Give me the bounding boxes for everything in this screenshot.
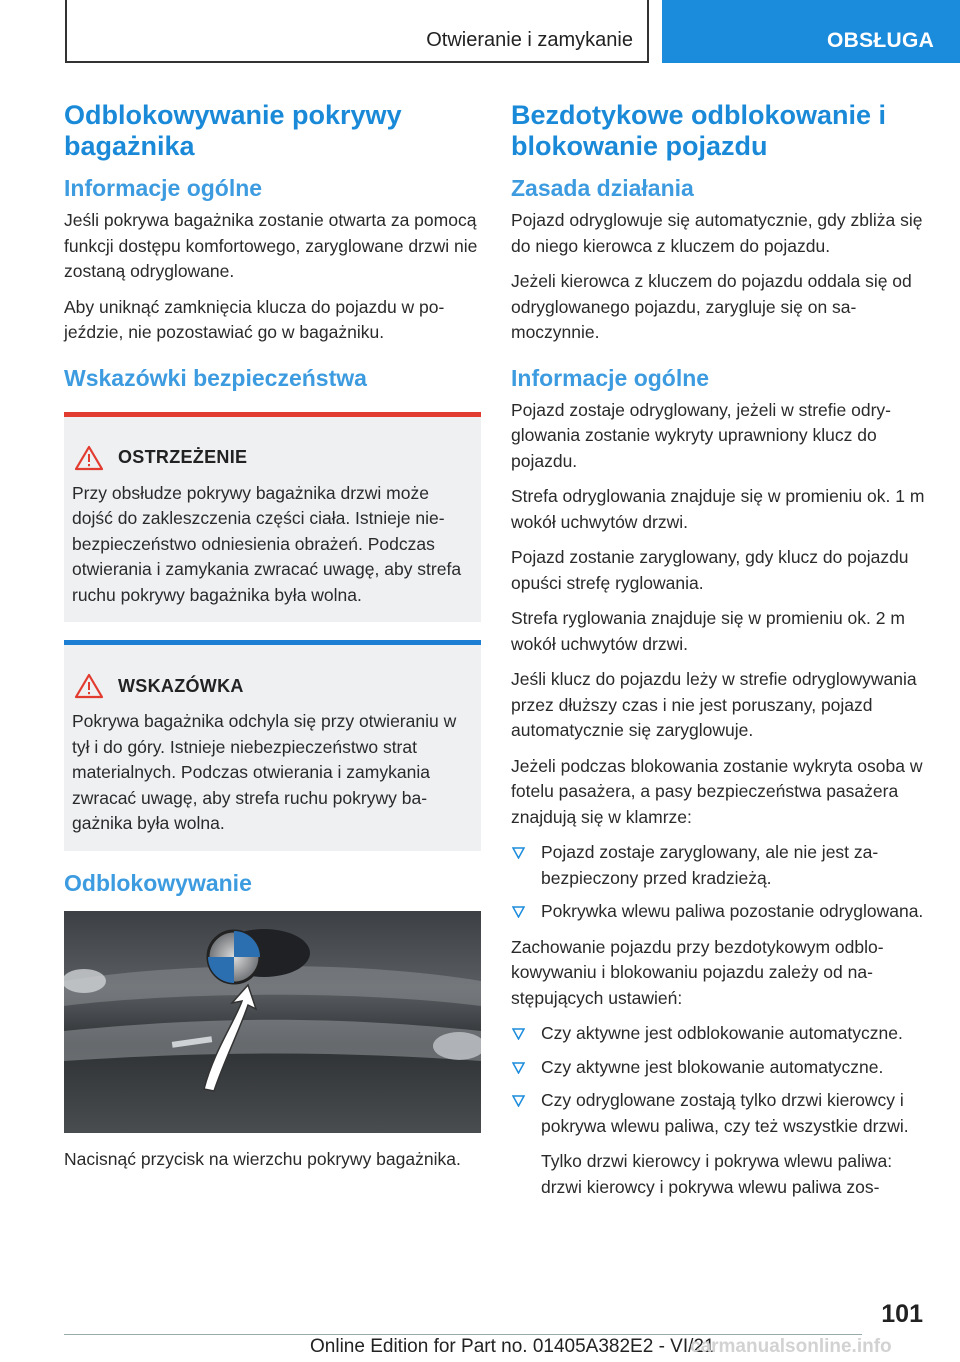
right-paragraph-3: Pojazd zostanie zaryglowany, gdy klucz do pojazdu opuści strefę ryglowania. — [511, 547, 909, 593]
general-info-heading: Informacje ogólne — [64, 175, 263, 201]
right-paragraph-4: Strefa ryglowania znajduje się w promieniu ok. 2 m wokół uchwytów drzwi. — [511, 608, 905, 654]
right-paragraph-1: Pojazd zostaje odryglowany, jeżeli w strefie odryglowania zostanie wykryty uprawniony klucz do pojazdu. — [511, 399, 891, 471]
general-paragraph-2: Aby uniknąć zamknięcia klucza do pojazdu w pojeździe, nie pozostawiać go w bagażniku. — [64, 296, 445, 342]
right-paragraph-7: Zachowanie pojazdu przy bezdotykowym odblokowywaniu i blokowaniu pojazdu zależy od następujących ustawień: — [511, 936, 884, 1008]
right-general-heading: Informacje ogólne — [511, 364, 710, 391]
warning-title: OSTRZEŻENIE — [118, 447, 248, 467]
general-paragraph-1: Jeśli pokrywa bagażnika zostanie otwarta za pomocą funkcji dostępu komfortowego, zaryglowane drzwi nie zostaną odryglowane. — [64, 210, 478, 281]
principle-heading: Zasada działania — [511, 175, 694, 201]
watermark-text: carmanualsonline.info — [690, 1336, 892, 1357]
list-item — [511, 1088, 927, 1139]
right-paragraph-5: Jeśli klucz do pojazdu leży w strefie odryglowywania przez dłuższy czas i nie jest poruszany, pojazd automatycznie się zaryglowuje. — [511, 669, 917, 740]
photo-caption: Nacisnąć przycisk na wierzchu pokrywy bagażnika. — [64, 1148, 461, 1169]
list-item-text: Czy aktywne jest blokowanie automatyczne. — [541, 1056, 884, 1077]
note-text: Pokrywa bagażnika odchyla się przy otwieraniu w tył i do góry. Istnieje niebezpieczeństwo strat materialnych. Podczas otwierania i zamykania zwracać uwagę, aby strefa ruchu pokrywy bagażnika była wolna. — [72, 711, 457, 833]
list-item — [511, 1055, 927, 1081]
principle-paragraph-2: Jeżeli kierowca z kluczem do pojazdu oddala się od odryglowanego pojazdu, zarygluje się on samoczynnie. — [511, 271, 912, 342]
triangle-bullet-icon — [512, 1062, 525, 1074]
list-item — [511, 1021, 927, 1047]
list-item-text: Pojazd zostaje zaryglowany, ale nie jest zabezpieczony przed kradzieżą. — [541, 842, 879, 888]
triangle-bullet-icon — [512, 1028, 525, 1040]
section-title: Otwieranie i zamykanie — [426, 29, 633, 51]
note-header — [72, 673, 471, 699]
trunk-button-photo — [64, 911, 481, 1133]
warning-triangle-icon — [74, 673, 104, 699]
right-paragraph-8: Tylko drzwi kierowcy i pokrywa wlewu paliwa: drzwi kierowcy i pokrywa wlewu paliwa zos- — [541, 1151, 893, 1197]
list-item-text: Czy aktywne jest odblokowanie automatyczne. — [541, 1023, 903, 1043]
list-item — [511, 899, 927, 925]
footer-divider — [64, 1334, 862, 1335]
edition-footer: Online Edition for Part no. 01405A382E2 - VI/21 — [310, 1336, 715, 1357]
safety-heading: Wskazówki bezpieczeństwa — [64, 364, 367, 391]
right-paragraph-2: Strefa odryglowania znajduje się w promieniu ok. 1 m wokół uchwytów drzwi. — [511, 486, 925, 532]
page-number: 101 — [881, 1300, 923, 1328]
note-title: WSKAZÓWKA — [118, 675, 244, 696]
triangle-bullet-icon — [512, 1095, 525, 1107]
note-box — [64, 640, 481, 851]
right-main-heading: Bezdotykowe odblokowanie i blokowanie pojazdu — [511, 100, 887, 161]
list-item — [511, 840, 927, 891]
list-item-text: Czy odryglowane zostają tylko drzwi kierowcy i pokrywa wlewu paliwa, czy też wszystkie drzwi. — [541, 1090, 909, 1136]
list-item-text: Pokrywka wlewu paliwa pozostanie odryglowana. — [541, 901, 924, 921]
bullet-list-2 — [511, 1021, 927, 1139]
triangle-bullet-icon — [512, 847, 525, 859]
warning-text: Przy obsłudze pokrywy bagażnika drzwi może dojść do zakleszczenia części ciała. Istnieje niebezpieczeństwo odniesienia obrażeń. Podczas otwierania i zamykania zwracać uwagę, aby strefa ruchu pokrywy bagażnika była wolna. — [72, 482, 462, 605]
warning-triangle-icon — [74, 445, 104, 471]
triangle-bullet-icon — [512, 906, 525, 918]
bullet-list-1 — [511, 840, 927, 925]
left-main-heading: Odblokowywanie pokrywy bagażnika — [64, 100, 402, 161]
right-paragraph-6: Jeżeli podczas blokowania zostanie wykryta osoba w fotelu pasażera, a pasy bezpieczeństwa pasażera znajdują się w klamrze: — [511, 755, 923, 827]
principle-paragraph-1: Pojazd odryglowuje się automatycznie, gdy zbliża się do niego kierowca z kluczem do pojazdu. — [511, 210, 923, 256]
header-frame — [65, 0, 649, 63]
warning-header — [72, 445, 471, 471]
right-column — [511, 100, 927, 1210]
left-column — [64, 100, 481, 1182]
warning-box — [64, 412, 481, 623]
unlock-heading: Odblokowywanie — [64, 869, 252, 896]
chapter-tab[interactable]: OBSŁUGA — [662, 0, 960, 63]
